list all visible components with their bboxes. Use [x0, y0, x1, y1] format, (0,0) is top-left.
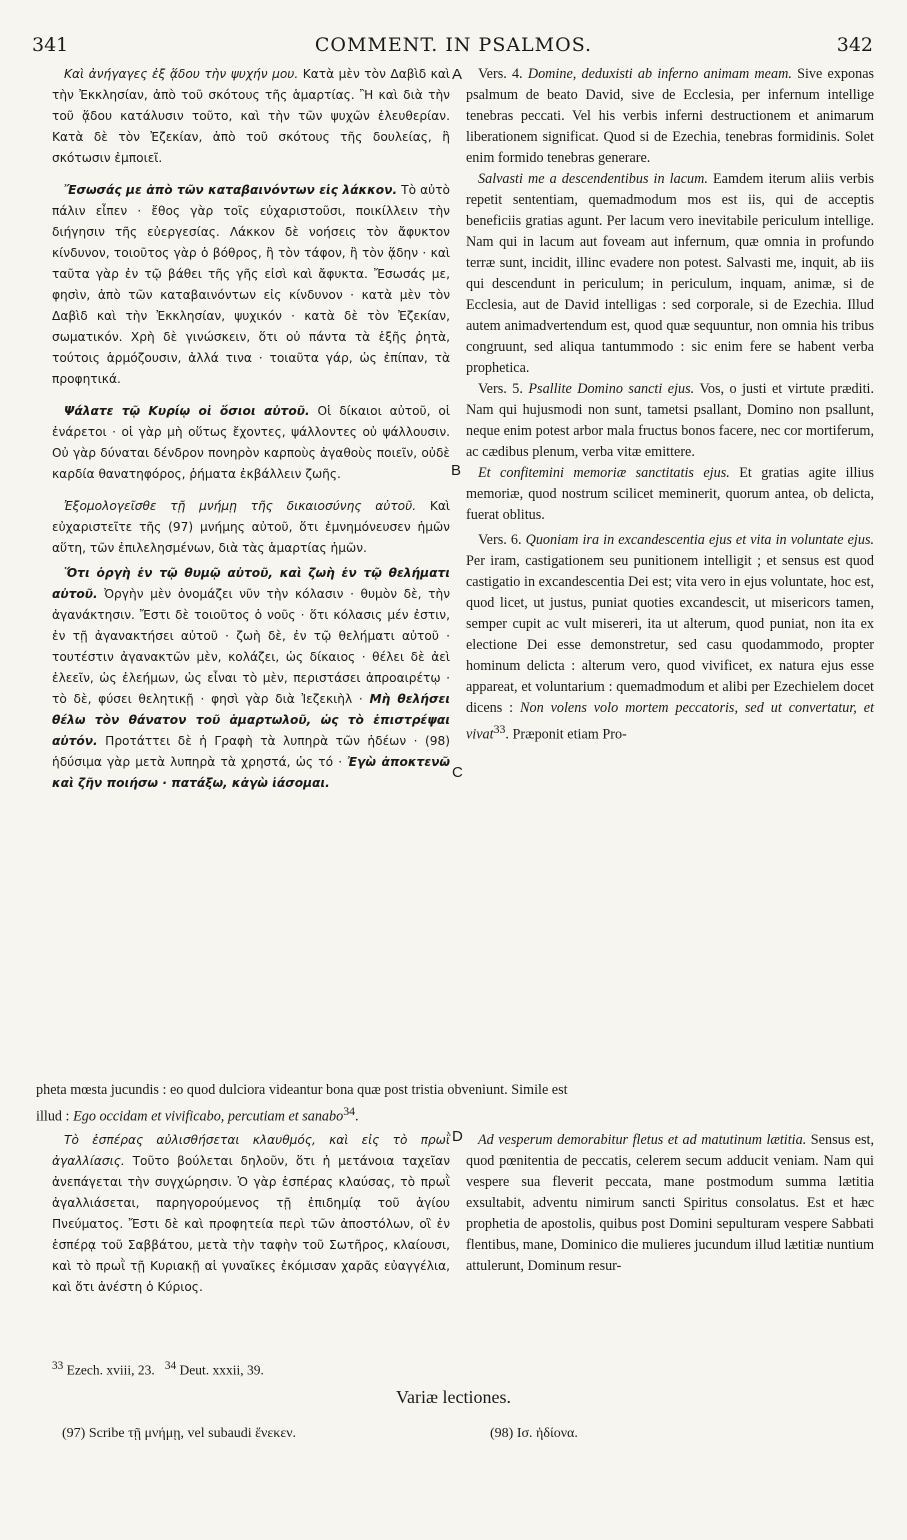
greek-paragraph	[52, 563, 450, 794]
footnote-ref: 33	[493, 722, 506, 736]
greek-column	[52, 64, 450, 794]
verse-label: Vers. 5.	[478, 381, 523, 397]
latin-lemma: Quoniam ira in excandescentia ejus et vita in voluntate ejus.	[525, 532, 875, 548]
greek-lemma: Ὅτι ὀργὴ ἐν τῷ θυμῷ αὐτοῦ, καὶ ζωὴ ἐν τῷ θελήματι αὐτοῦ.	[52, 566, 450, 601]
footnote-ref: 34	[343, 1104, 356, 1118]
latin-lemma: Et confitemini memoriæ sanctitatis ejus.	[478, 465, 730, 481]
footnote-number: 33	[52, 1360, 64, 1372]
latin-paragraph	[466, 169, 874, 379]
greek-quote: Ἐγὼ ἀποκτενῶ καὶ ζῆν ποιήσω · πατάξω, κἀγὼ ἰάσομαι.	[52, 755, 451, 790]
verse-label: Vers. 6.	[478, 532, 522, 548]
fullwidth-text: .	[355, 1108, 359, 1125]
margin-marker-b: B	[451, 462, 462, 479]
latin-lemma: Domine, deduxisti ab inferno animam meam.	[527, 66, 792, 82]
latin-lemma: Ad vesperum demorabitur fletus et ad matutinum lætitia.	[478, 1132, 807, 1148]
variant-98: (98) Ισ. ἡδίονα.	[490, 1426, 578, 1441]
greek-lemma: Ψάλατε τῷ Κυρίῳ οἱ ὅσιοι αὐτοῦ.	[64, 404, 310, 418]
greek-lemma: Ἔσωσάς με ἀπὸ τῶν καταβαινόντων εἰς λάκκον.	[64, 183, 398, 197]
verse-label: Vers. 4.	[478, 66, 523, 82]
running-header	[30, 34, 877, 60]
greek-text: Κατὰ μὲν τὸν Δαβὶδ καὶ τὴν Ἐκκλησίαν, ἀπὸ τοῦ σκότους τῆς ἁμαρτίας. Ἢ καὶ διὰ τὴν τοῦ ᾅδου κατάλυσιν τοῦτο, καὶ τὴν τῶν ψυχῶν ἐλευθερίαν. Κατὰ δὲ τὸν Ἐζεκίαν, ἀπὸ τοῦ σκότους τῆς δουλείας, ἣ σκότωσιν ἐμποιεῖ.	[52, 67, 451, 165]
greek-lemma: Καὶ ἀνήγαγες ἐξ ᾅδου τὴν ψυχήν μου.	[64, 67, 299, 81]
variant-97: (97) Scribe τῇ μνήμῃ, vel subaudi ἕνεκεν.	[62, 1426, 297, 1441]
running-title: COMMENT. IN PSALMOS.	[314, 34, 593, 56]
page-number-right: 342	[836, 34, 873, 56]
margin-marker-c: C	[452, 764, 463, 781]
latin-paragraph	[466, 64, 874, 169]
greek-text: Τὸ αὐτὸ πάλιν εἶπεν · ἔθος γὰρ τοῖς εὐχαριστοῦσι, ποικίλλειν τὴν διήγησιν τῆς εὐεργεσίας. Λάκκον δὲ νοήσεις τὸν ἄφυκτον κίνδυνον, τοιοῦτος γὰρ ὁ βόθρος, ἢ τὸν τάφον, ἢ τὸν ᾅδην · καὶ ταῦτα γὰρ ἐν τῷ βάθει τῆς γῆς εἰσὶ καὶ ἄφυκτα. Ἔσωσάς με, φησὶν, ἀπὸ τῶν καταβαινόντων εἰς κίνδυνον · κατὰ μὲν τὸν Δαβὶδ καὶ τὴν Ἐκκλησίαν, ψυχικόν · κατὰ δὲ τὸν Ἐζεκίαν, σωματικόν. Χρὴ δὲ γινώσκειν, ὅτι οὐ πάντα τὰ ἑξῆς ῥητὰ, τούτοις ἁρμόζουσιν, ἀλλά τινα · τοιαῦτα γάρ, ὡς ἐπίπαν, τὰ προφητικά.	[52, 183, 451, 386]
latin-text: Et gratias agite illius memoriæ, quod nostrum scilicet meminerit, quorum antea, ob delicta, fuerat oblitus.	[466, 465, 874, 523]
greek-paragraph	[52, 64, 450, 169]
greek-column-lower	[52, 1130, 450, 1298]
greek-paragraph	[52, 496, 450, 559]
greek-text: Οἱ δίκαιοι αὐτοῦ, οἱ ἐνάρετοι · οἱ γὰρ μὴ οὕτως ἔχοντες, ψάλλοντες οὐ ψάλλουσιν. Οὐ γὰρ δύναται δένδρον πονηρὸν καρποὺς ἀγαθοὺς ποιεῖν, οὐδὲ καρδία θανατηφόρος, ῥήματα ἐκβάλλειν ζωῆς.	[52, 404, 451, 481]
latin-text: Sensus est, quod pœnitentia de peccatis, celerem secum adducit veniam. Nam qui vespere sua fleverit peccata, mane postmodum summa lætitia exsultabit, adventu nimirum sancti Spiritus consolatus. Est et hæc prophetia de apostolis, quibus post Domini sepulturam vespere Sabbati flentibus, mane, Dominico die mulieres jucundum illud lætitiæ nuntium attulerunt, Dominum resur-	[466, 1132, 875, 1274]
greek-text: Προτάττει δὲ ἡ Γραφὴ τὰ λυπηρὰ τῶν ἡδέων · (98) ἡδύσιμα γὰρ μετὰ λυπηρὰ τὰ χρηστά, ὡς τό ·	[52, 734, 450, 769]
latin-paragraph	[466, 1130, 874, 1277]
latin-text: Eamdem iterum aliis verbis repetit sententiam, quemadmodum mos est iis, qui de acceptis beneficiis gratias agunt. Per lacum vero inevitabile periculum intellige. Nam qui in lacum aut foveam aut infernum, quæ omnia in profundo terræ sunt, incidit, illinc evadere non potest. Salvasti me, inquit, ab iis qui descendunt in periculum; in periculum, inquam, animæ, si de Ecclesia, aut de David intelligas : sed corporale, si de Ezechia. Illud autem animadvertendum est, quod quæ sequuntur, non omnia his tribus congruunt, sed aliqua tantummodo : sic enim fere se habent verba prophetica.	[466, 171, 875, 376]
greek-lemma: Τὸ ἑσπέρας αὐλισθήσεται κλαυθμός, καὶ εἰς τὸ πρωῒ ἀγαλλίασις.	[52, 1133, 450, 1168]
latin-paragraph	[466, 379, 874, 463]
latin-text: Sive exponas psalmum de beato David, sive de Ecclesia, per infernum intellige tenebras peccati. Vel his verbis inferni destructionem et animarum liberationem significat. Quod si de Ezechia, tenebras formidinis. Solet enim formido tenebras generare.	[466, 66, 875, 166]
greek-paragraph	[52, 401, 450, 485]
latin-text: . Præponit etiam Pro-	[505, 726, 627, 743]
latin-quote: Non volens volo mortem peccatoris, sed ut convertatur, et vivat	[466, 700, 875, 743]
latin-lemma: Psallite Domino sancti ejus.	[528, 381, 695, 397]
latin-column	[466, 64, 874, 746]
footnote-number: 34	[164, 1360, 177, 1372]
page-number-left: 341	[32, 34, 69, 56]
latin-paragraph	[466, 530, 874, 746]
latin-lemma: Salvasti me a descendentibus in lacum.	[478, 171, 708, 187]
footnote-text: Ezech. xviii, 23.	[66, 1362, 155, 1378]
greek-text: Ὀργὴν μὲν ὀνομάζει νῦν τὴν κόλασιν · θυμὸν δὲ, τὴν ἀγανάκτησιν. Ἔστι δὲ τοιοῦτος ὁ νοῦς · ὅτι κόλασις μέν ἐστιν, ἐν τῇ ἀγανακτήσει αὐτοῦ · ζωὴ δὲ, ἐν τῷ θελήματι αὐτοῦ · τουτέστιν ἀγανακτῶν μὲν, κολάζει, ὡς δίκαιος · θέλει δὲ ἀεὶ ἐλεεῖν, ὡς ἐλεήμων, ὡς εἶναι τὸ μὲν, περιστάσει ἀπροαιρέτῳ · τὸ δὲ, φύσει θελητικῇ · φησὶ γὰρ διὰ Ἰεζεκιὴλ ·	[52, 587, 451, 706]
latin-text: Vos, o justi et virtute præditi. Nam qui hujusmodi non sunt, tametsi psallant, Domino non psallunt, neque enim potest arbor mala fructus bonos facere, nec cor mortiferum, ac cædibus plenum, verba vitæ emittere.	[466, 381, 874, 460]
variae-lectiones-title: Variæ lectiones.	[396, 1387, 511, 1407]
greek-text: Καὶ εὐχαριστεῖτε τῆς (97) μνήμης αὐτοῦ, ὅτι ἐμνημόνευσεν ἡμῶν αὕτη, τῶν ἐπιλελησμένων, διὰ τὰς ἁμαρτίας ἡμῶν.	[52, 499, 451, 555]
greek-quote: Μὴ θελήσει θέλω τὸν θάνατον τοῦ ἁμαρτωλοῦ, ὡς τὸ ἐπιστρέψαι αὐτόν.	[52, 692, 451, 748]
fullwidth-text: illud :	[36, 1108, 70, 1125]
margin-marker-d: D	[452, 1128, 463, 1145]
footnotes	[52, 1360, 264, 1379]
latin-text: Per iram, castigationem seu punitionem intelligit ; et sensus est quod castigatio in excandescentia Dei est; vita vero in ejus voluntate, hoc est, quod licet, ut justus, puniat quoties excandescit, ut misericors tamen, semper cupit ac vult misereri, ita ut alterum, quod puniat, non ita ex electione Dei esse demonstretur, sed casu quodammodo, propter hominum delicta : alterum vero, quod vivificet, ex natura ejus esse appareat, et voluntarium : quemadmodum et alibi per Ezechielem docet dicens :	[466, 553, 874, 716]
greek-text: Τοῦτο βούλεται δηλοῦν, ὅτι ἡ μετάνοια ταχεῖαν ἀνεπάγεται τὴν συγχώρησιν. Ὁ γὰρ ἑσπέρας κλαύσας, τὸ πρωῒ ἀγαλλιάσεται, παρηγορούμενος τῇ ἐπιδημίᾳ τοῦ ἁγίου Πνεύματος. Ἔστι δὲ καὶ προφητεία περὶ τῶν ἀποστόλων, οἳ ἐν ἑσπέρᾳ τοῦ Σαββάτου, μετὰ τὴν ταφὴν τοῦ Σωτῆρος, κλαίουσι, καὶ τὸ πρωῒ τῇ Κυριακῇ αἱ γυναῖκες ἐκόμισαν χαρᾶς εὐαγγέλια, καὶ ὅτι ἀνέστη ὁ Κύριος.	[52, 1154, 451, 1294]
latin-column-lower	[466, 1130, 874, 1277]
footnote-text: Deut. xxxii, 39.	[179, 1362, 264, 1378]
greek-paragraph	[52, 180, 450, 390]
fullwidth-quote: Ego occidam et vivificabo, percutiam et sanabo	[73, 1108, 344, 1125]
fullwidth-line	[36, 1101, 874, 1128]
latin-paragraph	[466, 463, 874, 526]
margin-marker-a: A	[452, 66, 463, 83]
greek-lemma: Ἐξομολογεῖσθε τῇ μνήμῃ τῆς δικαιοσύνης αὐτοῦ.	[64, 499, 417, 513]
fullwidth-line: pheta mœsta jucundis : eo quod dulciora videantur bona quæ post tristia obveniunt. Simile est	[36, 1082, 568, 1098]
greek-paragraph	[52, 1130, 450, 1298]
